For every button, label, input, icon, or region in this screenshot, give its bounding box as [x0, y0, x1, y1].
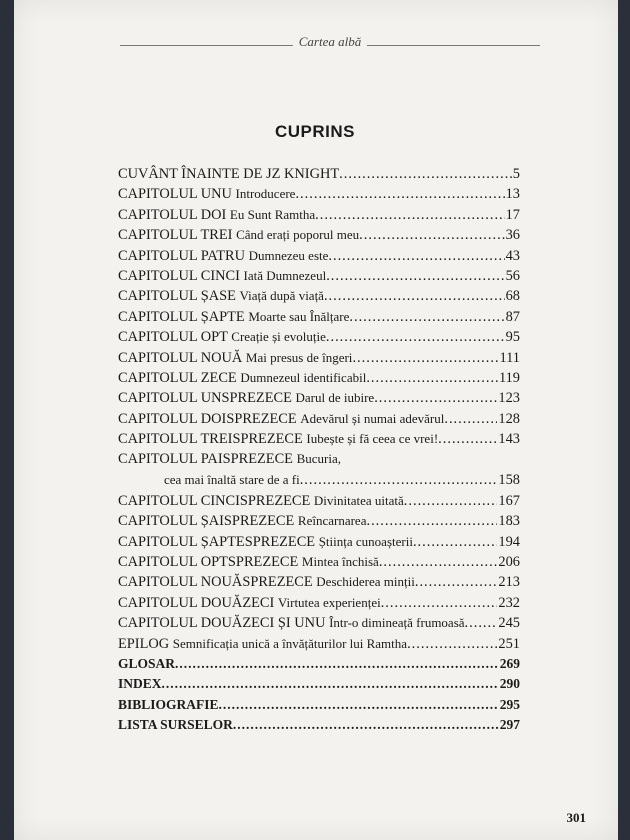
toc-entry-main: CAPITOLUL OPTSPREZECE: [118, 554, 302, 571]
toc-entry-page: 119: [498, 369, 520, 386]
toc-entry-main: CAPITOLUL PAISPREZECE: [118, 451, 297, 468]
toc-entry-title: [118, 368, 366, 388]
toc-entry-subtitle: Într-o dimineață frumoasă: [329, 615, 465, 631]
toc-entry-main: CAPITOLUL DOISPREZECE: [118, 410, 301, 427]
toc-leader-dots: [413, 532, 497, 552]
toc-entry-title: [118, 593, 381, 613]
toc-entry-subtitle: Știința cunoașterii: [318, 533, 413, 549]
toc-entry-main: CAPITOLUL DOI: [118, 206, 230, 223]
toc-entry-title: [118, 674, 162, 694]
toc-entry: [118, 634, 520, 654]
toc-entry-main: GLOSAR: [118, 655, 176, 671]
toc-leader-dots: [326, 327, 505, 347]
toc-leader-dots: [415, 572, 498, 592]
toc-entry-page: 295: [499, 696, 520, 712]
toc-leader-dots: [379, 552, 498, 572]
toc-entry-page: 251: [498, 635, 520, 652]
toc-entry-subtitle: Iată Dumnezeul: [243, 267, 327, 283]
toc-entry: [118, 552, 520, 572]
toc-entry-subtitle: Când erați poporul meu: [236, 227, 360, 243]
toc-entry-title: [118, 246, 328, 266]
toc-entry: [118, 470, 520, 490]
toc-entry-subtitle: Dumnezeul identificabil: [240, 369, 367, 385]
toc-entry-main: INDEX: [118, 676, 162, 692]
toc-entry: [118, 388, 520, 408]
toc-entry-main: CAPITOLUL OPT: [118, 329, 232, 346]
toc-entry: [118, 532, 520, 552]
toc-leader-dots: [366, 511, 497, 531]
toc-entry-page: 290: [499, 676, 520, 692]
toc-entry-page: 36: [505, 227, 520, 244]
toc-leader-dots: [438, 429, 497, 449]
toc-entry-main: CAPITOLUL NOUĂSPREZECE: [118, 574, 317, 591]
header-rule-right: [367, 45, 540, 46]
toc-entry-title: [118, 388, 374, 408]
toc-entry-subtitle: Divinitatea uitată: [313, 492, 404, 508]
toc-entry: [118, 307, 520, 327]
toc-entry: [118, 429, 520, 449]
toc-entry-subtitle: Adevărul și numai adevărul: [300, 410, 445, 426]
toc-entry-page: 17: [505, 206, 520, 223]
toc-entry-title: [118, 654, 175, 674]
toc-entry-page: 158: [498, 472, 520, 489]
toc-entry-title: [118, 695, 219, 715]
toc-entry-page: 183: [498, 513, 520, 530]
toc-leader-dots: [444, 409, 497, 429]
toc-entry-title: [118, 286, 324, 306]
toc-entry-subtitle: Semnificația unică a învățăturilor lui Ramtha: [172, 635, 408, 651]
toc-entry-main: CAPITOLUL CINCI: [118, 267, 244, 284]
toc-entry-subtitle: Deschiderea minții: [316, 574, 415, 590]
toc-entry: [118, 184, 520, 204]
toc-leader-dots: [366, 368, 498, 388]
toc-entry-main: CAPITOLUL CINCISPREZECE: [118, 492, 314, 509]
header-rule-left: [120, 45, 293, 46]
toc-leader-dots: [404, 491, 498, 511]
toc-entry-main: CUVÂNT ÎNAINTE DE JZ KNIGHT: [118, 166, 340, 182]
toc-entry-page: 245: [498, 615, 520, 632]
toc-entry-title: [118, 429, 438, 449]
toc-entry: [118, 225, 520, 245]
toc-leader-dots: [328, 246, 504, 266]
toc-entry-title: [118, 470, 300, 490]
toc-entry-subtitle: Darul de iubire: [295, 390, 375, 406]
toc-entry-subtitle: Creație și evoluție: [231, 329, 326, 345]
toc-leader-dots: [300, 470, 498, 490]
toc-entry: [118, 695, 520, 715]
toc-entry: [118, 368, 520, 388]
toc-entry: [118, 613, 520, 633]
toc-entry-title: [118, 184, 295, 204]
toc-leader-dots: [374, 388, 497, 408]
toc-entry: [118, 348, 520, 368]
toc-entry: [118, 572, 520, 592]
toc-entry-title: [118, 449, 341, 469]
toc-entry-title: [118, 307, 349, 327]
toc-entry-page: 111: [499, 349, 520, 366]
toc-entry-subtitle: Mintea închisă: [301, 554, 379, 570]
toc-entry: [118, 246, 520, 266]
toc-entry-title: [118, 266, 326, 286]
toc-entry-main: CAPITOLUL ȘAISPREZECE: [118, 513, 298, 530]
toc-entry: [118, 674, 520, 694]
toc-entry-title: [118, 327, 326, 347]
toc-entry-title: [118, 572, 415, 592]
toc-entry-page: 128: [498, 410, 520, 427]
toc-entry-main: CAPITOLUL ȘASE: [118, 288, 240, 305]
toc-entry: [118, 593, 520, 613]
toc-entry: [118, 491, 520, 511]
toc-leader-dots: [233, 715, 499, 735]
toc-entry-subtitle: Viață după viață: [239, 288, 324, 304]
toc-entry-title: [118, 491, 404, 511]
toc-leader-dots: [381, 593, 498, 613]
toc-leader-dots: [219, 695, 499, 715]
toc-entry-page: 68: [505, 288, 520, 305]
toc-entry-subtitle: Introducere: [235, 186, 296, 202]
toc-entry-page: 13: [505, 186, 520, 203]
toc-entry-main: BIBLIOGRAFIE: [118, 696, 219, 712]
toc-entry: [118, 511, 520, 531]
toc-entry: [118, 266, 520, 286]
toc-leader-dots: [339, 164, 512, 184]
toc-entry: [118, 449, 520, 470]
toc-entry-title: [118, 164, 339, 184]
toc-entry: [118, 164, 520, 184]
toc-entry-main: CAPITOLUL TREISPREZECE: [118, 431, 307, 448]
toc-entry-title: [118, 715, 233, 735]
toc-entry-page: 167: [498, 492, 520, 509]
toc-entry-subtitle: cea mai înaltă stare de a fi: [164, 472, 300, 488]
toc-entry-main: CAPITOLUL ȘAPTE: [118, 308, 249, 325]
toc-leader-dots: [295, 184, 504, 204]
toc-entry-title: [118, 409, 444, 429]
header-title: Cartea albă: [298, 34, 362, 49]
toc-entry-title: [118, 205, 315, 225]
toc-entry-main: CAPITOLUL ȘAPTESPREZECE: [118, 533, 319, 550]
toc-entry: [118, 409, 520, 429]
toc-entry-main: CAPITOLUL NOUĂ: [118, 349, 246, 366]
toc-entry-title: [118, 348, 352, 368]
toc-entry-subtitle: Moarte sau Înălțare: [248, 308, 350, 324]
toc-entry-title: [118, 511, 366, 531]
toc-leader-dots: [162, 674, 499, 694]
toc-leader-dots: [315, 205, 504, 225]
toc-entry-page: 232: [498, 594, 520, 611]
toc-entry-page: 269: [499, 655, 520, 671]
toc-entry: [118, 715, 520, 735]
toc-entry-title: [118, 532, 413, 552]
toc-entry: [118, 205, 520, 225]
page-number: 301: [566, 810, 586, 825]
toc-entry-main: CAPITOLUL ZECE: [118, 369, 241, 386]
toc-entry-main: CAPITOLUL DOUĂZECI: [118, 594, 278, 611]
toc-entry-page: 213: [498, 574, 520, 591]
toc-entry-page: 5: [512, 166, 520, 182]
toc-entry-main: CAPITOLUL TREI: [118, 227, 237, 244]
toc-entry: [118, 286, 520, 306]
toc-entry-main: EPILOG: [118, 635, 173, 652]
toc-entry-subtitle: Dumnezeu este: [248, 247, 329, 263]
toc-leader-dots: [326, 266, 504, 286]
toc-entry-subtitle: Mai presus de îngeri: [245, 349, 353, 365]
toc-entry-subtitle: Bucuria,: [296, 451, 341, 467]
toc-leader-dots: [349, 307, 504, 327]
page-heading: CUPRINS: [274, 122, 355, 141]
toc-entry-main: LISTA SURSELOR: [118, 717, 233, 733]
toc-leader-dots: [324, 286, 505, 306]
toc-entry-main: CAPITOLUL UNU: [118, 186, 236, 203]
toc-entry-subtitle: Eu Sunt Ramtha: [229, 206, 316, 222]
toc-entry-page: 95: [505, 329, 520, 346]
toc-entry-main: CAPITOLUL PATRU: [118, 247, 249, 264]
toc-entry-page: 56: [505, 267, 520, 284]
toc-entry-page: 43: [505, 247, 520, 264]
toc-entry-title: [118, 613, 465, 633]
toc-entry-page: 123: [498, 390, 520, 407]
toc-leader-dots: [359, 225, 504, 245]
toc-leader-dots: [465, 613, 498, 633]
toc-entry-title: [118, 552, 379, 572]
toc-entry-main: CAPITOLUL DOUĂZECI ȘI UNU: [118, 615, 330, 632]
toc-entry-page: 143: [498, 431, 520, 448]
toc-entry: [118, 327, 520, 347]
toc-entry-subtitle: Virtutea experienței: [277, 594, 381, 610]
toc-leader-dots: [352, 348, 498, 368]
toc-entry-page: 206: [498, 554, 520, 571]
running-header: [120, 34, 540, 50]
toc-entry-subtitle: Iubește și fă ceea ce vrei!: [306, 431, 439, 447]
table-of-contents: [118, 164, 520, 736]
toc-entry-title: [118, 225, 359, 245]
toc-entry-main: CAPITOLUL UNSPREZECE: [118, 390, 296, 407]
toc-entry-subtitle: Reîncarnarea: [297, 513, 367, 529]
toc-leader-dots: [175, 654, 499, 674]
toc-entry: [118, 654, 520, 674]
toc-entry-title: [118, 634, 407, 654]
toc-entry-page: 194: [498, 533, 520, 550]
toc-entry-page: 87: [505, 308, 520, 325]
toc-entry-page: 297: [499, 717, 520, 733]
toc-leader-dots: [407, 634, 497, 654]
